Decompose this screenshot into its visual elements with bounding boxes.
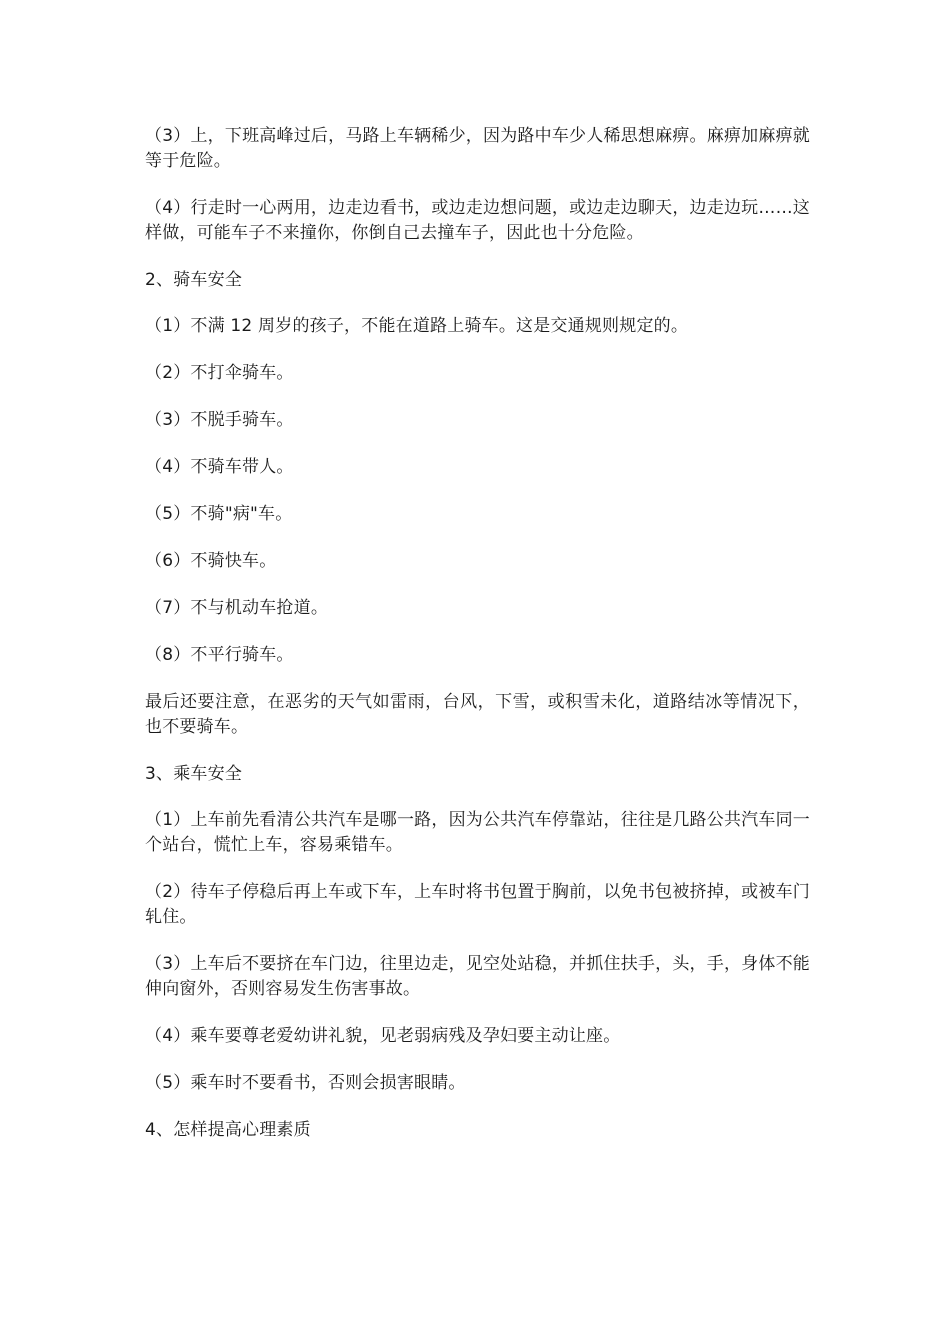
paragraph-cycling-4: （4）不骑车带人。 bbox=[145, 457, 294, 477]
paragraph-riding-4: （4）乘车要尊老爱幼讲礼貌，见老弱病残及孕妇要主动让座。 bbox=[145, 1026, 621, 1046]
section-heading-riding: 3、乘车安全 bbox=[145, 764, 243, 784]
paragraph-cycling-2: （2）不打伞骑车。 bbox=[145, 363, 294, 383]
paragraph-walking-4: （4）行走时一心两用，边走边看书，或边走边想问题，或边走边聊天，边走边玩……这样做，可能车子不来撞你，你倒自己去撞车子，因此也十分危险。 bbox=[145, 198, 810, 243]
paragraph-cycling-3: （3）不脱手骑车。 bbox=[145, 410, 294, 430]
paragraph-riding-1: （1）上车前先看清公共汽车是哪一路，因为公共汽车停靠站，往往是几路公共汽车同一个站台，慌忙上车，容易乘错车。 bbox=[145, 810, 810, 855]
paragraph-riding-5: （5）乘车时不要看书，否则会损害眼睛。 bbox=[145, 1073, 466, 1093]
paragraph-cycling-5: （5）不骑"病"车。 bbox=[145, 504, 293, 524]
paragraph-cycling-6: （6）不骑快车。 bbox=[145, 551, 277, 571]
paragraph-cycling-8: （8）不平行骑车。 bbox=[145, 645, 294, 665]
document-body bbox=[145, 124, 810, 1164]
paragraph-cycling-1: （1）不满 12 周岁的孩子，不能在道路上骑车。这是交通规则规定的。 bbox=[145, 316, 689, 336]
section-heading-cycling: 2、骑车安全 bbox=[145, 270, 243, 290]
section-heading-psychology: 4、怎样提高心理素质 bbox=[145, 1120, 311, 1140]
paragraph-walking-3: （3）上，下班高峰过后，马路上车辆稀少，因为路中车少人稀思想麻痹。麻痹加麻痹就等于危险。 bbox=[145, 126, 810, 171]
paragraph-riding-2: （2）待车子停稳后再上车或下车，上车时将书包置于胸前，以免书包被挤掉，或被车门轧住。 bbox=[145, 882, 810, 927]
paragraph-cycling-note: 最后还要注意，在恶劣的天气如雷雨，台风，下雪，或积雪未化，道路结冰等情况下，也不要骑车。 bbox=[145, 692, 810, 737]
paragraph-cycling-7: （7）不与机动车抢道。 bbox=[145, 598, 329, 618]
paragraph-riding-3: （3）上车后不要挤在车门边，往里边走，见空处站稳，并抓住扶手，头，手，身体不能伸向窗外，否则容易发生伤害事故。 bbox=[145, 954, 810, 999]
